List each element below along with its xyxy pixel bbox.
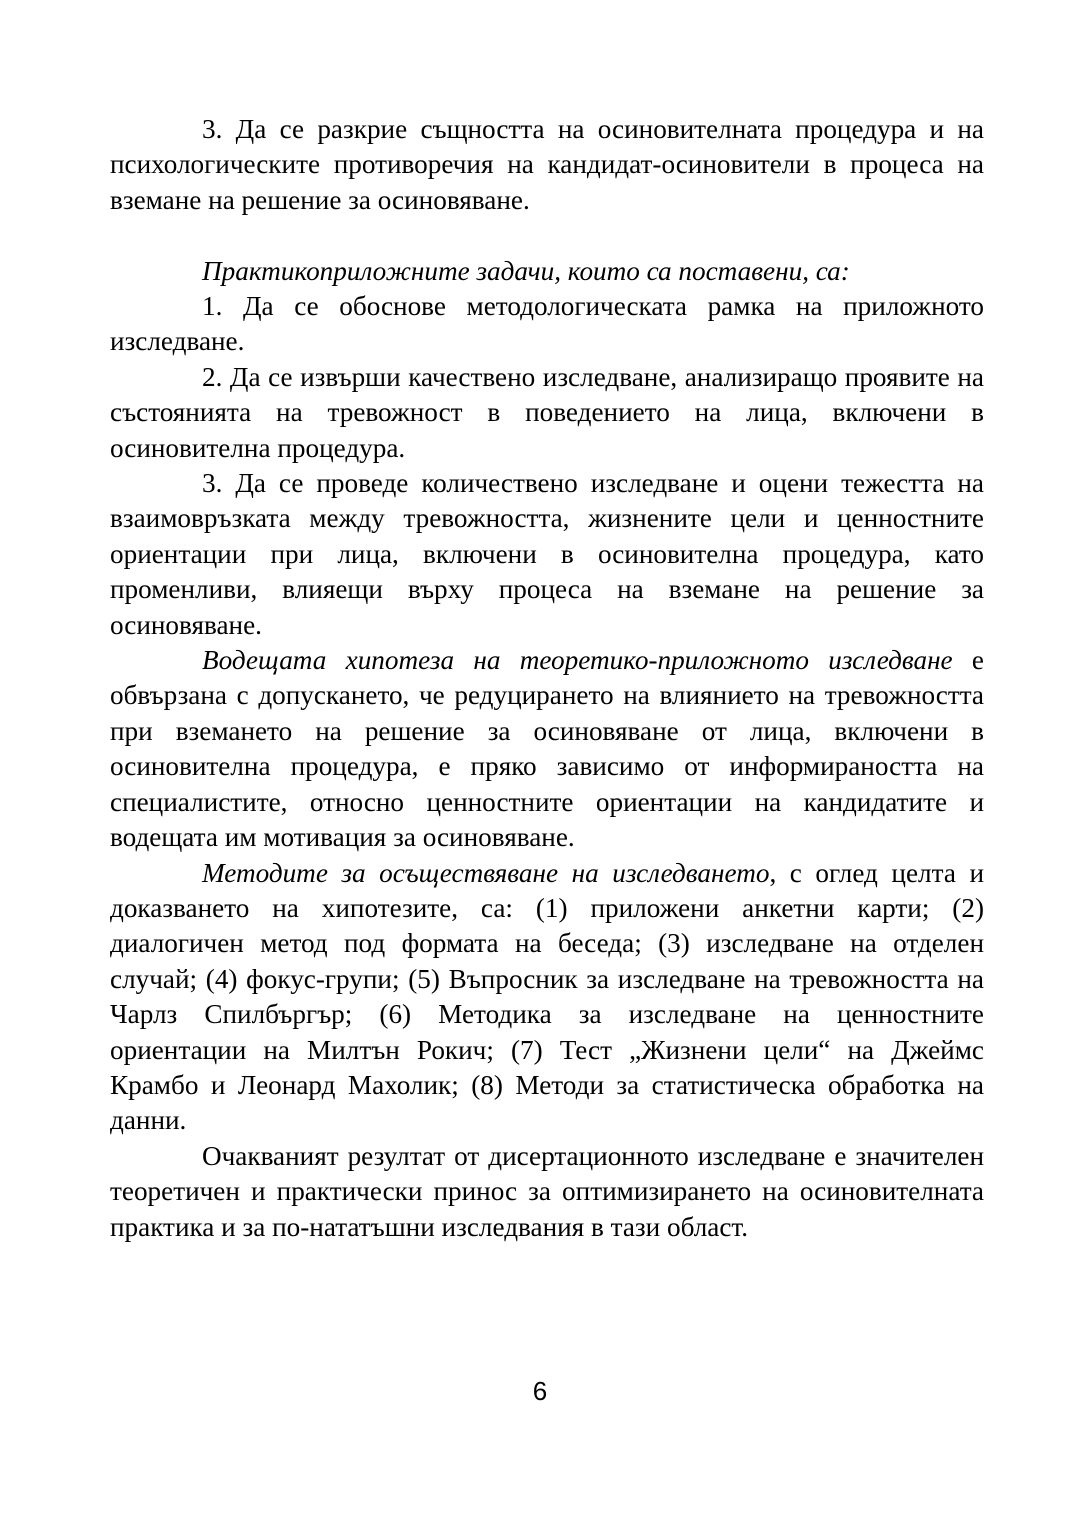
hypothesis-text: е обвързана с допускането, че редуцирането на влиянието на тревожността при вземането на решение за осиновяване от лица, включени в осиновителна процедура, е пряко зависимо от информираността на специалистите, относно ценностните ориентации на кандидатите и водещата им мотивация за осиновяване.	[110, 645, 984, 853]
document-page	[110, 112, 984, 1245]
methods-label: Методите за осъществяване на изследването	[202, 857, 770, 888]
paragraph-practical-tasks-heading	[110, 254, 984, 289]
paragraph-practical-task-1: 1. Да се обоснове методологическата рамка на приложното изследване.	[110, 291, 984, 357]
practical-tasks-heading: Практикоприложните задачи, които са поставени, са:	[202, 255, 850, 286]
hypothesis-label: Водещата хипотеза на теоретико-приложното изследване	[202, 645, 953, 676]
paragraph-practical-task-2: 2. Да се извърши качествено изследване, анализиращо проявите на състоянията на тревожност в поведението на лица, включени в осиновителна процедура.	[110, 361, 984, 463]
paragraph-practical-task-3: 3. Да се проведе количествено изследване и оцени тежестта на взаимовръзката между тревожността, жизнените цели и ценностните ориентации при лица, включени в осиновителна процедура, като променливи, влияещи върху процеса на вземане на решение за осиновяване.	[110, 468, 984, 640]
paragraph-methods	[110, 856, 984, 1139]
page-number: 6	[532, 1376, 548, 1406]
paragraph-task-3-theory: 3. Да се разкрие същността на осиновителната процедура и на психологическите противоречия на кандидат-осиновители в процеса на вземане на решение за осиновяване.	[110, 114, 984, 215]
paragraph-expected-result: Очакваният резултат от дисертационното изследване е значителен теоретичен и практически принос за оптимизирането на осиновителната практика и за по-нататъшни изследвания в тази област.	[110, 1140, 984, 1242]
methods-text: , с оглед целта и доказването на хипотезите, са: (1) приложени анкетни карти; (2) диалогичен метод под формата на беседа; (3) изследване на отделен случай; (4) фокус-групи; (5) Въпросник за изследване на тревожността на Чарлз Спилбъргър; (6) Методика за изследване на ценностните ориентации на Милтън Рокич; (7) Тест „Жизнени цели“ на Джеймс Крамбо и Леонард Махолик; (8) Методи за статистическа обработка на данни.	[110, 857, 984, 1136]
paragraph-hypothesis	[110, 643, 984, 855]
